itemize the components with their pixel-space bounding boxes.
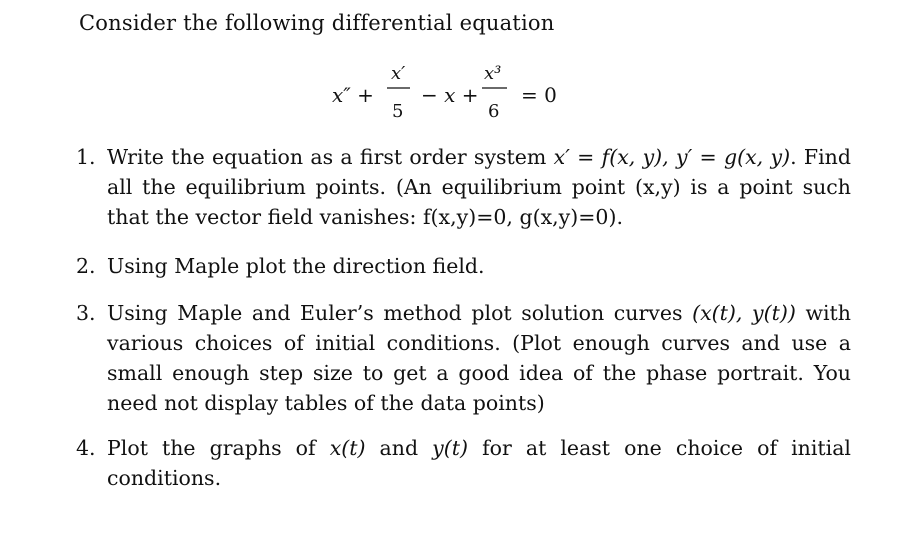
math-expression: x′ = f(x, y), y′ = g(x, y) (553, 145, 791, 169)
fraction1-numerator: x′ (391, 63, 406, 84)
question-text: Write the equation as a first order system (107, 145, 554, 169)
question-item-2 (76, 251, 851, 281)
question-item-3 (76, 298, 851, 418)
fraction2-denominator: 6 (488, 101, 500, 122)
question-text: Plot the graphs of (107, 436, 330, 460)
math-expression: (x(t), y(t)) (692, 301, 796, 325)
question-text: and (365, 436, 433, 460)
differential-equation (0, 0, 906, 140)
question-item-1 (76, 142, 851, 232)
question-number: 3. (76, 301, 96, 325)
equation-middle: − x + (421, 83, 479, 107)
math-expression: y(t) (432, 436, 468, 460)
question-text: with various choices of initial conditions. (Plot enough curves and use a small enough step size to get a good idea of the phase portrait. You need not display tables of the data points) (107, 301, 851, 415)
question-list (76, 142, 851, 493)
question-text: . Find all the equilibrium points. (An equilibrium point (x,y) is a point such that the vector field vanishes: f(x,y)=0, g(x,y)=0). (107, 145, 851, 229)
question-text: for at least one choice of initial conditions. (107, 436, 851, 490)
fraction2-numerator: x³ (484, 63, 502, 84)
question-item-4 (76, 433, 851, 493)
equation-term-x-double-prime: x″ + (332, 83, 374, 107)
fraction1-denominator: 5 (392, 101, 404, 122)
question-number: 1. (76, 145, 96, 169)
intro-text: Consider the following differential equation (79, 11, 555, 35)
question-text: Using Maple and Euler’s method plot solution curves (107, 301, 693, 325)
question-text: Using Maple plot the direction field. (107, 254, 485, 278)
question-number: 4. (76, 436, 96, 460)
equation-rhs: = 0 (521, 83, 557, 107)
math-expression: x(t) (329, 436, 366, 460)
question-number: 2. (76, 254, 96, 278)
